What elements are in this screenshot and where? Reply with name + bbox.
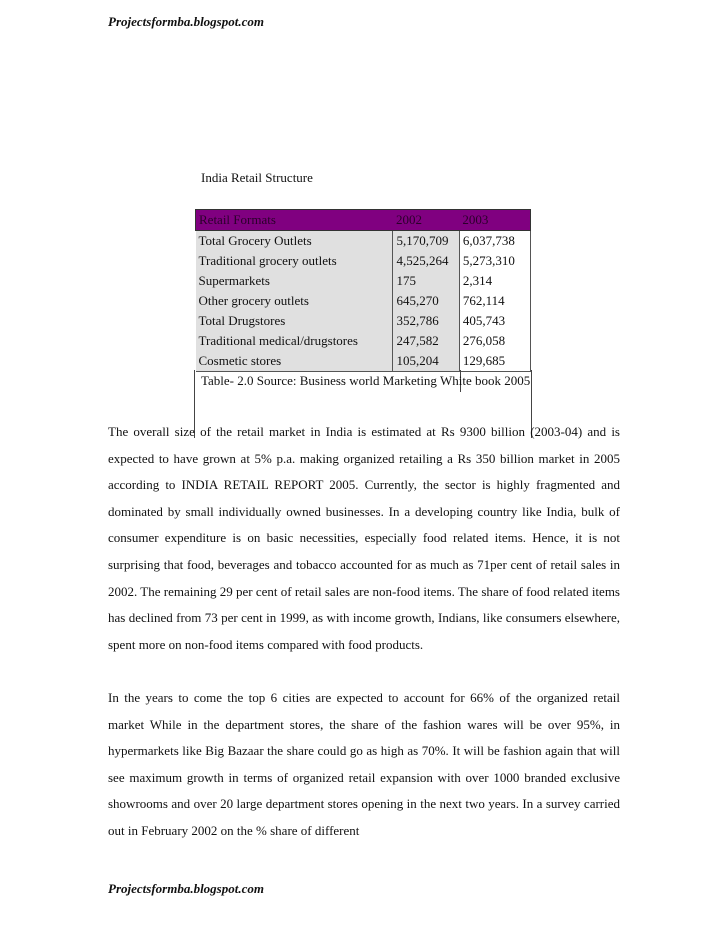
table-row	[196, 311, 531, 331]
table-cell: 247,582	[393, 331, 459, 351]
table-row	[196, 251, 531, 271]
column-header: 2002	[393, 210, 459, 231]
table-row	[196, 351, 531, 372]
table-cell: 5,170,709	[393, 231, 459, 252]
table-row	[196, 271, 531, 291]
table-cell: 276,058	[459, 331, 530, 351]
table-cell: Traditional medical/drugstores	[196, 331, 393, 351]
table-cell: 4,525,264	[393, 251, 459, 271]
table-cell: 645,270	[393, 291, 459, 311]
table-cell: 2,314	[459, 271, 530, 291]
column-header: 2003	[459, 210, 530, 231]
column-header: Retail Formats	[196, 210, 393, 231]
table-cell: 352,786	[393, 311, 459, 331]
table-cell: Traditional grocery outlets	[196, 251, 393, 271]
table-row	[196, 331, 531, 351]
table-cell: Cosmetic stores	[196, 351, 393, 372]
table-cell: Total Grocery Outlets	[196, 231, 393, 252]
table-cell: 762,114	[459, 291, 530, 311]
body-paragraph: The overall size of the retail market in India is estimated at Rs 9300 billion (2003-04) and is expected to have grown at 5% p.a. making organized retailing a Rs 350 billion market in 2005 according to INDIA RETAIL REPORT 2005. Currently, the sector is highly fragmented and dominated by small individually owned businesses. In a developing country like India, bulk of consumer expenditure is on basic necessities, especially food related items. Hence, it is not surprising that food, beverages and tobacco accounted for as much as 71per cent of retail sales in 2002. The remaining 29 per cent of retail sales are non-food items. The share of food related items has declined from 73 per cent in 1999, as with income growth, Indians, like consumers elsewhere, spent more on non-food items compared with food products.	[108, 424, 620, 652]
retail-structure-table	[195, 209, 535, 372]
table-header-row	[196, 210, 531, 231]
page-footer: Projectsformba.blogspot.com	[108, 881, 264, 896]
table-cell: Supermarkets	[196, 271, 393, 291]
table-cell: 5,273,310	[459, 251, 530, 271]
body-paragraph: In the years to come the top 6 cities are expected to account for 66% of the organized retail market While in the department stores, the share of the fashion wares will be over 95%, in hypermarkets like Big Bazaar the share could go as high as 70%. It will be fashion again that will see maximum growth in terms of organized retail expansion with over 1000 branded exclusive showrooms and over 20 large department stores opening in the next two years. In a survey carried out in February 2002 on the % share of different	[108, 690, 620, 838]
table-caption: Table- 2.0 Source: Business world Marketing White book 2005	[201, 373, 531, 388]
table-title: India Retail Structure	[201, 170, 313, 185]
table-cell: 129,685	[459, 351, 530, 372]
table-cell: 6,037,738	[459, 231, 530, 252]
table-cell: Total Drugstores	[196, 311, 393, 331]
page-header: Projectsformba.blogspot.com	[108, 14, 264, 29]
table-cell: 405,743	[459, 311, 530, 331]
table-row	[196, 291, 531, 311]
table-cell: Other grocery outlets	[196, 291, 393, 311]
table-cell: 175	[393, 271, 459, 291]
table-cell: 105,204	[393, 351, 459, 372]
table-row	[196, 231, 531, 252]
